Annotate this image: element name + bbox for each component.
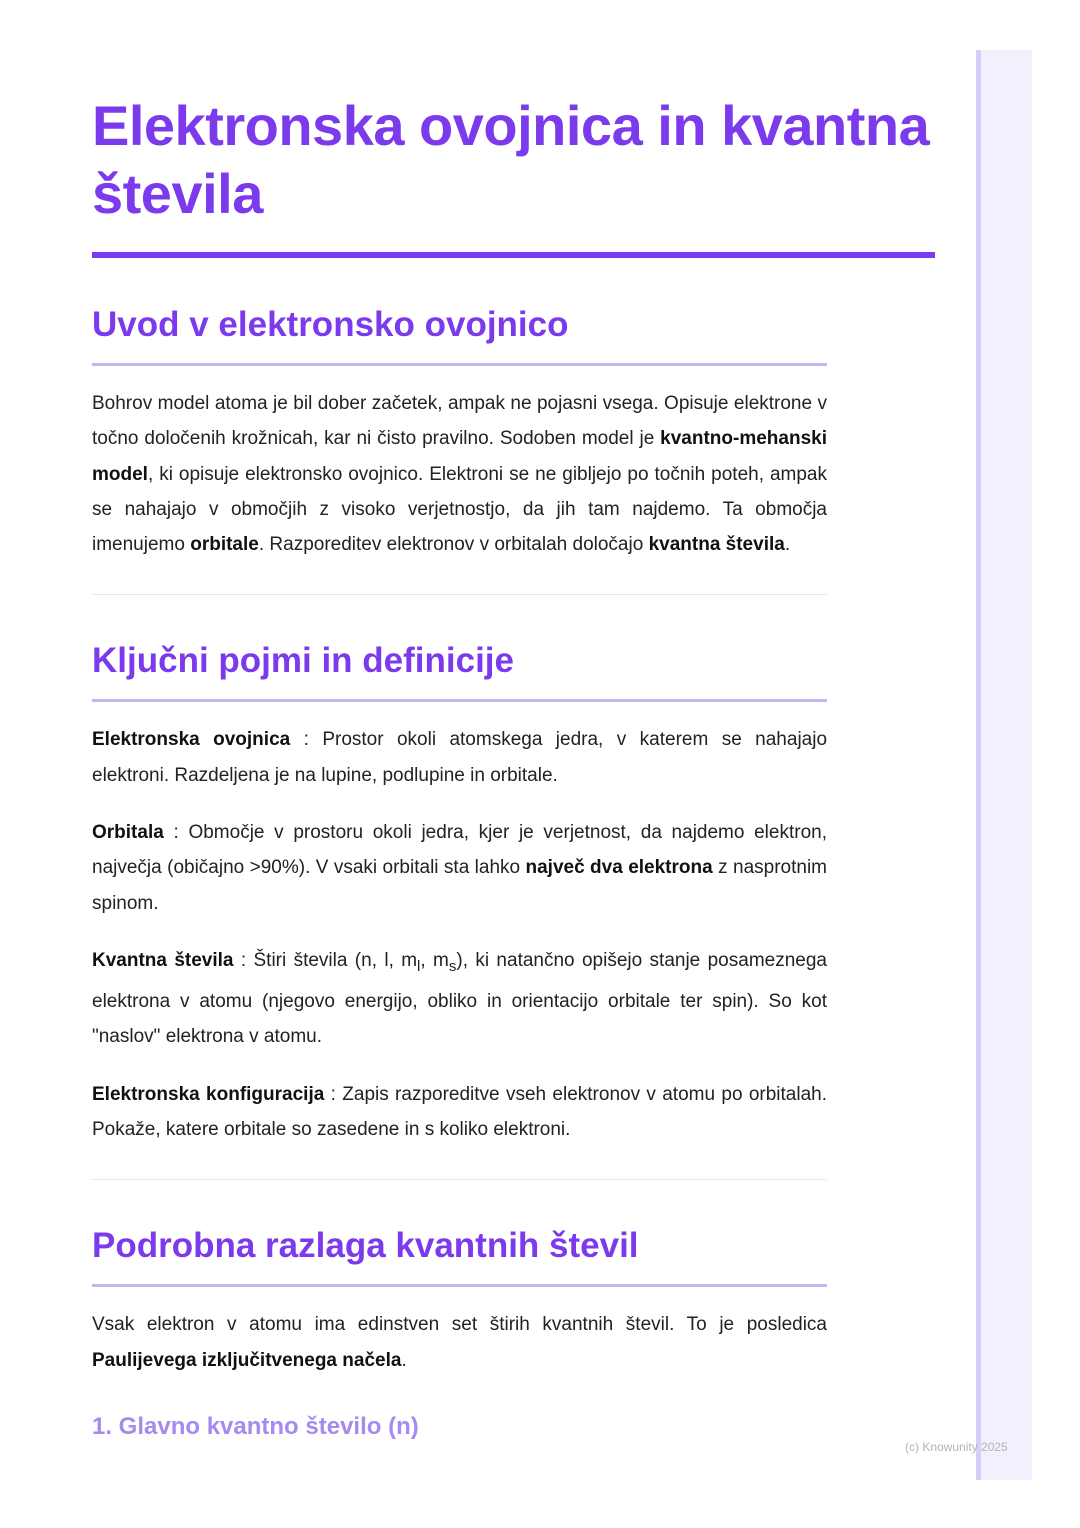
quantum-intro-paragraph: Vsak elektron v atomu ima edinstven set štirih kvantnih števil. To je posledica Paulijevega izključitvenega načela. [92, 1314, 827, 1371]
sidebar-accent-line [976, 50, 981, 1480]
definition-item: Elektronska ovojnica : Prostor okoli atomskega jedra, v katerem se nahajajo elektroni. Razdeljena je na lupine, podlupine in orbitale. [92, 729, 828, 786]
section-title-quantum-numbers: Podrobna razlaga kvantnih števil [92, 1226, 639, 1266]
definition-item: Orbitala : Območje v prostoru okoli jedra, kjer je verjetnost, da najdemo elektron, največja (običajno >90%). V vsaki orbitali sta lahko največ dva elektrona z nasprotnim spinom. [92, 822, 827, 914]
section-underline [92, 699, 827, 702]
section-title-intro: Uvod v elektronsko ovojnico [92, 305, 569, 344]
subsection-title-principal: 1. Glavno kvantno število (n) [92, 1412, 419, 1440]
intro-paragraph: Bohrov model atoma je bil dober začetek, ampak ne pojasni vsega. Opisuje elektrone v točno določenih krožnicah, kar ni čisto pravilno. Sodoben model je kvantno-mehanski model, ki opisuje elektronsko ovojnico. Elektroni se ne gibljejo po točnih poteh, ampak se nahajajo v območjih z visoko verjetnostjo, da jih tam najdemo. Ta območja imenujemo orbitale. Razporeditev elektronov v orbitalah določajo kvantna števila. [92, 393, 827, 556]
section-divider [92, 1179, 827, 1180]
definition-item: Kvantna števila : Štiri števila (n, l, $m_l$, $m_s$), ki natančno opišejo stanje posameznega elektrona v atomu (njegovo energijo, obliko in orientacijo orbitale ter spin). So kot "naslov" elektrona v atomu. [92, 949, 827, 1048]
section-divider [92, 594, 827, 595]
section-underline [92, 363, 827, 366]
copyright-text: (c) Knowunity 2025 [905, 1440, 1008, 1454]
section-title-definitions: Ključni pojmi in definicije [92, 641, 514, 681]
page-title: Elektronska ovojnica in kvantna števila [92, 94, 930, 225]
document-page [92, 92, 930, 1443]
definition-item: Elektronska konfiguracija : Zapis razporeditve vseh elektronov v atomu po orbitalah. Pokaže, katere orbitale so zasedene in s koliko elektroni. [92, 1083, 828, 1140]
sidebar-panel [976, 50, 1032, 1480]
title-underline [92, 252, 935, 258]
section-underline [92, 1284, 827, 1287]
